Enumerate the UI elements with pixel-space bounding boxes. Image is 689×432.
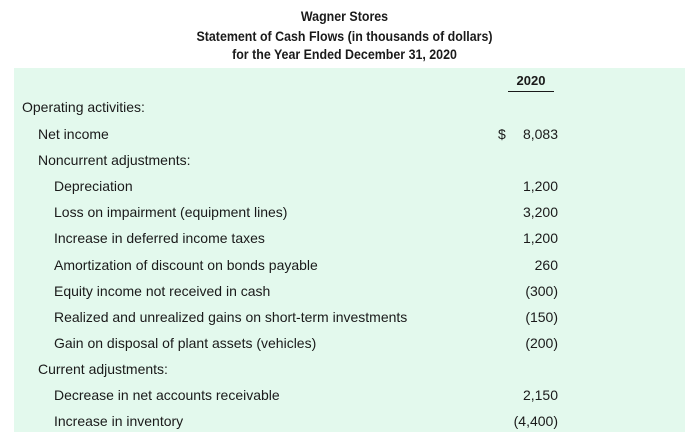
row-equity-income-value: (300) [525, 283, 558, 299]
currency-symbol: $ [498, 126, 506, 142]
company-name: Wagner Stores [300, 9, 389, 24]
row-net-income-label: Net income [38, 126, 109, 142]
statement-header [0, 0, 689, 68]
statement-title: Statement of Cash Flows (in thousands of dollars) [196, 29, 493, 44]
row-accounts-receivable-label: Decrease in net accounts receivable [54, 387, 280, 403]
row-net-income-value: 8,083 [522, 126, 558, 142]
section-operating-activities: Operating activities: [22, 99, 145, 115]
column-header-2020: 2020 [508, 73, 554, 92]
row-deferred-taxes-label: Increase in deferred income taxes [54, 230, 265, 246]
row-accounts-receivable-value: 2,150 [522, 387, 558, 403]
row-bond-discount-value: 260 [534, 257, 558, 273]
subsection-noncurrent-adjustments: Noncurrent adjustments: [38, 152, 191, 168]
row-impairment-loss-label: Loss on impairment (equipment lines) [54, 204, 288, 220]
row-inventory-value: (4,400) [513, 413, 558, 429]
row-disposal-gain-label: Gain on disposal of plant assets (vehicles) [54, 335, 317, 351]
row-equity-income-label: Equity income not received in cash [54, 283, 271, 299]
row-impairment-loss-value: 3,200 [522, 204, 558, 220]
row-bond-discount-label: Amortization of discount on bonds payable [54, 257, 318, 273]
row-depreciation-value: 1,200 [522, 178, 558, 194]
statement-period: for the Year Ended December 31, 2020 [232, 47, 457, 62]
row-depreciation-label: Depreciation [54, 178, 133, 194]
row-deferred-taxes-value: 1,200 [522, 230, 558, 246]
subsection-current-adjustments: Current adjustments: [38, 361, 168, 377]
row-disposal-gain-value: (200) [525, 335, 558, 351]
row-investment-gains-label: Realized and unrealized gains on short-term investments [54, 309, 408, 325]
row-inventory-label: Increase in inventory [54, 413, 184, 429]
row-investment-gains-value: (150) [525, 309, 558, 325]
